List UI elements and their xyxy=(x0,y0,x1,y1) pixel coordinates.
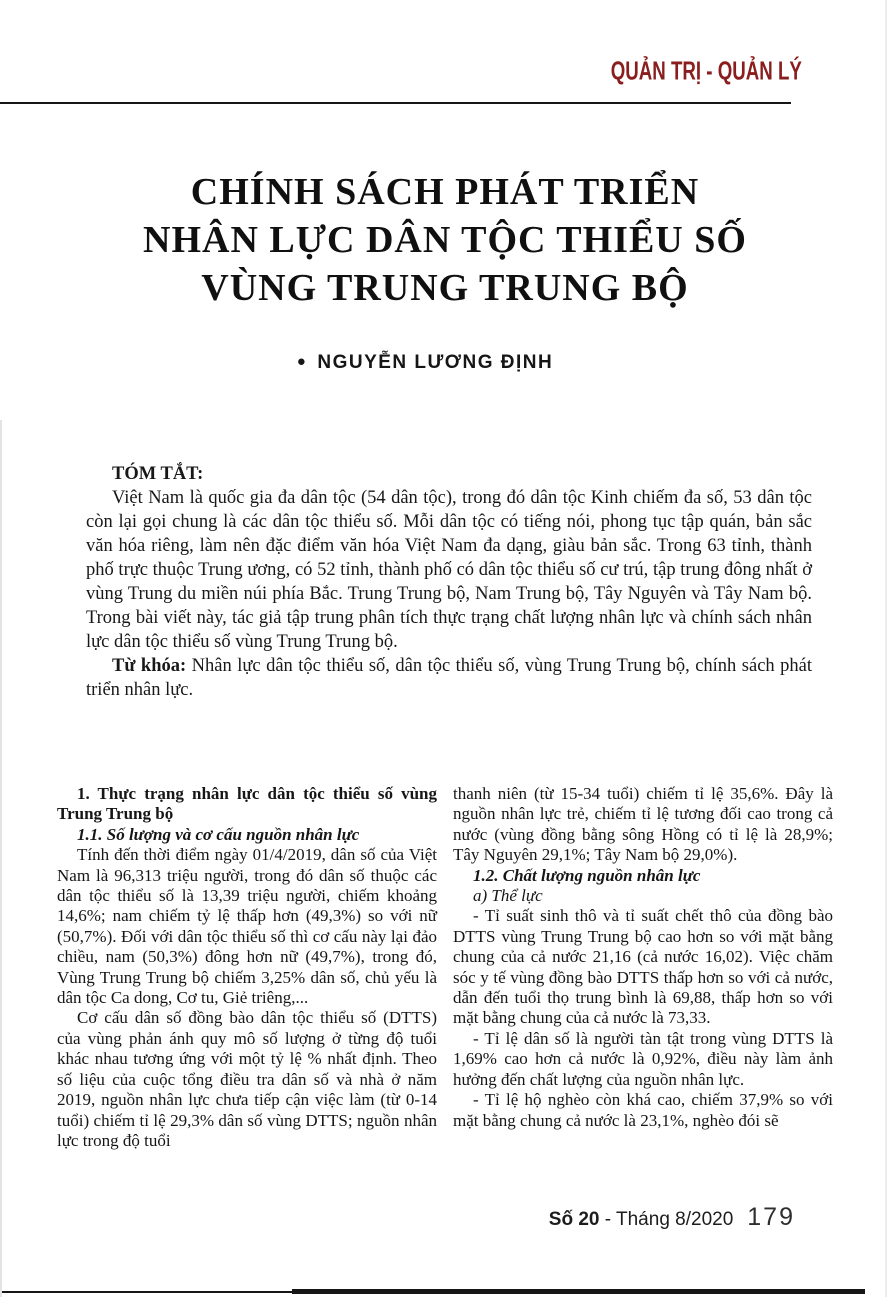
article-body xyxy=(57,784,833,1151)
footer-issue: Số 20 xyxy=(548,1209,600,1230)
page-number: 179 xyxy=(747,1203,795,1231)
article-title-line-2: NHÂN LỰC DÂN TỘC THIỂU SỐ xyxy=(143,219,747,261)
subsection-heading-a: a) Thể lực xyxy=(473,886,543,906)
article-title-line-1: CHÍNH SÁCH PHÁT TRIỂN xyxy=(190,171,700,213)
body-paragraph-continued: thanh niên (từ 15-34 tuổi) chiếm tỉ lệ 35,6%. Đây là nguồn nhân lực trẻ, chiếm tỉ lệ tương đối cao trong cả nước (vùng đồng bằng sông Hồng có tỉ lệ là 28,9%; Tây Nguyên 29,1%; Tây Nam bộ 29,0%). xyxy=(453,784,833,865)
abstract-keywords xyxy=(86,654,812,702)
page-footer xyxy=(549,1203,795,1232)
scan-bottom-edge-thin xyxy=(0,1291,292,1293)
body-paragraph: - Tỉ lệ hộ nghèo còn khá cao, chiếm 37,9% so với mặt bằng chung cả nước là 23,1%, nghèo đói sẽ xyxy=(453,1090,833,1130)
body-paragraph: Cơ cấu dân số đồng bào dân tộc thiểu số (DTTS) của vùng phản ánh quy mô số lượng ở từng độ tuổi khác nhau tương ứng với một tỷ lệ % nhất định. Theo số liệu của cuộc tổng điều tra dân số và nhà ở năm 2019, nguồn nhân lực chưa tiếp cận việc làm (từ 0-14 tuổi) chiếm tỉ lệ 29,3% dân số vùng DTTS; nguồn nhân lực trong độ tuổi xyxy=(57,1008,437,1150)
author-bullet-icon: ● xyxy=(296,353,308,370)
abstract-section xyxy=(86,462,812,702)
article-title xyxy=(70,168,820,312)
article-title-line-3: VÙNG TRUNG TRUNG BỘ xyxy=(201,267,689,309)
footer-date: - Tháng 8/2020 xyxy=(599,1209,734,1230)
subsection-heading-1-2: 1.2. Chất lượng nguồn nhân lực xyxy=(473,865,701,885)
subsection-heading-1-1: 1.1. Số lượng và cơ cấu nguồn nhân lực xyxy=(77,824,360,844)
section-heading-1: 1. Thực trạng nhân lực dân tộc thiểu số vùng Trung Trung bộ xyxy=(57,784,437,824)
scan-left-edge xyxy=(0,420,2,1297)
abstract-heading: TÓM TẮT: xyxy=(112,464,204,484)
keywords-label: Từ khóa: xyxy=(112,656,187,676)
body-paragraph: - Tỉ suất sinh thô và tỉ suất chết thô của đồng bào DTTS vùng Trung Trung bộ cao hơn so với mặt bằng chung của cả nước 21,16 (cả nước 16,02). Việc chăm sóc y tế vùng đồng bào DTTS thấp hơn so với cả nước, dẫn đến tuổi thọ trung bình là 69,88, thấp hơn so với mặt bằng chung của cả nước là 73,33. xyxy=(453,906,833,1028)
body-paragraph: - Tỉ lệ dân số là người tàn tật trong vùng DTTS là 1,69% cao hơn cả nước là 0,92%, điều này làm ảnh hưởng đến chất lượng của nguồn nhân lực. xyxy=(453,1028,833,1089)
scan-bottom-edge-thick xyxy=(292,1289,865,1294)
author-line xyxy=(0,352,850,374)
header-rule xyxy=(0,102,791,104)
left-column xyxy=(57,784,437,1151)
right-column xyxy=(453,784,833,1151)
journal-section-label: QUẢN TRỊ - QUẢN LÝ xyxy=(610,55,802,86)
body-paragraph: Tính đến thời điểm ngày 01/4/2019, dân số của Việt Nam là 96,313 triệu người, trong đó dân số thuộc các dân tộc thiểu số là 13,39 triệu người, chiếm khoảng 14,6%; nam chiếm tỷ lệ thấp hơn (49,3%) so với nữ (50,7%). Đối với dân tộc thiểu số thì cơ cấu này lại đảo chiều, nam (50,3%) đông hơn nữ (49,7%), trong đó, Vùng Trung Trung bộ chiếm 3,25% dân số, chủ yếu là dân tộc Ca dong, Cơ tu, Giẻ triêng,... xyxy=(57,845,437,1008)
abstract-body: Việt Nam là quốc gia đa dân tộc (54 dân tộc), trong đó dân tộc Kinh chiếm đa số, 53 dân tộc còn lại gọi chung là các dân tộc thiểu số. Mỗi dân tộc có tiếng nói, phong tục tập quán, bản sắc văn hóa riêng, làm nên đặc điểm văn hóa Việt Nam đa dạng, giàu bản sắc. Trong 63 tỉnh, thành phố trực thuộc Trung ương, có 52 tỉnh, thành phố có dân tộc thiểu số cư trú, tập trung đông nhất ở vùng Trung du miền núi phía Bắc. Trung Trung bộ, Nam Trung bộ, Tây Nguyên và Tây Nam bộ. Trong bài viết này, tác giả tập trung phân tích thực trạng chất lượng nhân lực và chính sách nhân lực dân tộc thiểu số vùng Trung Trung bộ. xyxy=(86,488,812,652)
keywords-text: Nhân lực dân tộc thiểu số, dân tộc thiểu số, vùng Trung Trung bộ, chính sách phát triển nhân lực. xyxy=(86,656,812,700)
author-name: NGUYỄN LƯƠNG ĐỊNH xyxy=(317,352,554,373)
